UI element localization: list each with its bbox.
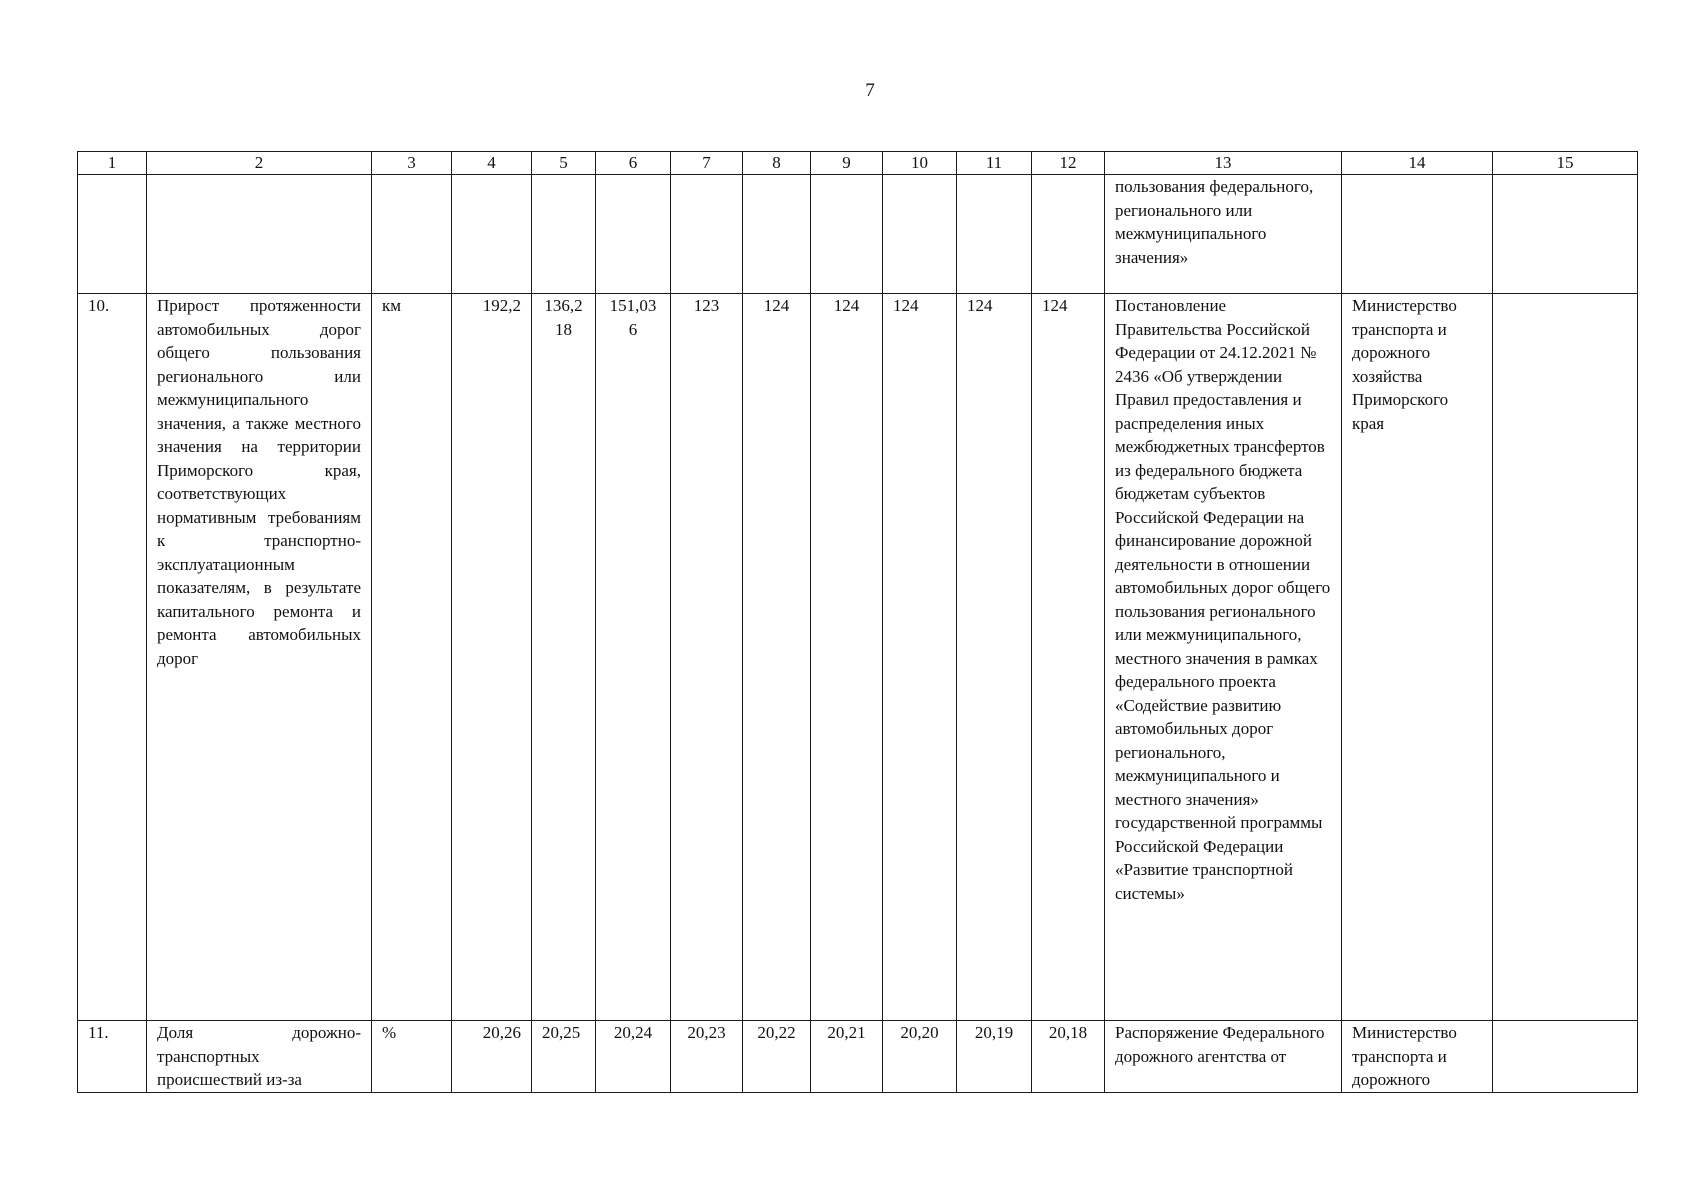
- header-cell: 12: [1032, 152, 1105, 175]
- table-cell: [743, 175, 811, 294]
- value-col5: 136,218: [532, 294, 596, 1021]
- basis-continuation-text: пользования федерального, регионального или межмуниципального значения»: [1105, 175, 1342, 294]
- page-number: 7: [865, 80, 875, 101]
- unit: км: [372, 294, 452, 1021]
- table-cell: [957, 175, 1032, 294]
- table-cell: [147, 175, 372, 294]
- header-cell: 8: [743, 152, 811, 175]
- indicators-table: [77, 151, 1638, 1093]
- header-cell: 10: [883, 152, 957, 175]
- value-col12: 20,18: [1032, 1021, 1105, 1093]
- value-col8: 20,22: [743, 1021, 811, 1093]
- header-cell: 11: [957, 152, 1032, 175]
- table-cell: [811, 175, 883, 294]
- header-cell: 13: [1105, 152, 1342, 175]
- table-cell: [671, 175, 743, 294]
- notes-cell: [1493, 294, 1638, 1021]
- table-cell: [78, 175, 147, 294]
- value-col6: 20,24: [596, 1021, 671, 1093]
- header-cell: 2: [147, 152, 372, 175]
- table-cell: [883, 175, 957, 294]
- table-header-row: [78, 152, 1638, 175]
- header-cell: 6: [596, 152, 671, 175]
- table-cell: [1342, 175, 1493, 294]
- table-cell: [372, 175, 452, 294]
- value-col12: 124: [1032, 294, 1105, 1021]
- value-col11: 20,19: [957, 1021, 1032, 1093]
- value-col6: 151,036: [596, 294, 671, 1021]
- value-col9: 124: [811, 294, 883, 1021]
- table-row-11: [78, 1021, 1638, 1093]
- header-cell: 5: [532, 152, 596, 175]
- header-cell: 7: [671, 152, 743, 175]
- table-row-continuation: [78, 175, 1638, 294]
- header-cell: 1: [78, 152, 147, 175]
- value-col5: 20,25: [532, 1021, 596, 1093]
- notes-cell: [1493, 1021, 1638, 1093]
- legal-basis: Распоряжение Федерального дорожного агентства от: [1105, 1021, 1342, 1093]
- value-col9: 20,21: [811, 1021, 883, 1093]
- table-cell: [596, 175, 671, 294]
- table-cell: [1032, 175, 1105, 294]
- value-col8: 124: [743, 294, 811, 1021]
- responsible-body: Министерство транспорта и дорожного хозяйства Приморского края: [1342, 294, 1493, 1021]
- table-cell: [1493, 175, 1638, 294]
- indicator-name: Доля дорожно-транспортных происшествий из-за: [147, 1021, 372, 1093]
- unit: %: [372, 1021, 452, 1093]
- value-col11: 124: [957, 294, 1032, 1021]
- indicator-name: Прирост протяженности автомобильных дорог общего пользования регионального или межмуниципального значения, а также местного значения на территории Приморского края, соответствующих нормативным требованиям к транспортно-эксплуатационным показателям, в результате капитального ремонта и ремонта автомобильных дорог: [147, 294, 372, 1021]
- responsible-body: Министерство транспорта и дорожного: [1342, 1021, 1493, 1093]
- value-col7: 20,23: [671, 1021, 743, 1093]
- header-cell: 3: [372, 152, 452, 175]
- value-col10: 124: [883, 294, 957, 1021]
- value-col7: 123: [671, 294, 743, 1021]
- row-number: 11.: [78, 1021, 147, 1093]
- value-col4: 20,26: [452, 1021, 532, 1093]
- table-cell: [532, 175, 596, 294]
- value-col4: 192,2: [452, 294, 532, 1021]
- legal-basis: Постановление Правительства Российской Федерации от 24.12.2021 № 2436 «Об утверждении Правил предоставления и распределения иных межбюджетных трансфертов из федерального бюджета бюджетам субъектов Российской Федерации на финансирование дорожной деятельности в отношении автомобильных дорог общего пользования регионального или межмуниципального, местного значения в рамках федерального проекта «Содействие развитию автомобильных дорог регионального, межмуниципального и местного значения» государственной программы Российской Федерации «Развитие транспортной системы»: [1105, 294, 1342, 1021]
- table-row-10: [78, 294, 1638, 1021]
- value-col10: 20,20: [883, 1021, 957, 1093]
- header-cell: 4: [452, 152, 532, 175]
- header-cell: 9: [811, 152, 883, 175]
- header-cell: 15: [1493, 152, 1638, 175]
- table-cell: [452, 175, 532, 294]
- row-number: 10.: [78, 294, 147, 1021]
- header-cell: 14: [1342, 152, 1493, 175]
